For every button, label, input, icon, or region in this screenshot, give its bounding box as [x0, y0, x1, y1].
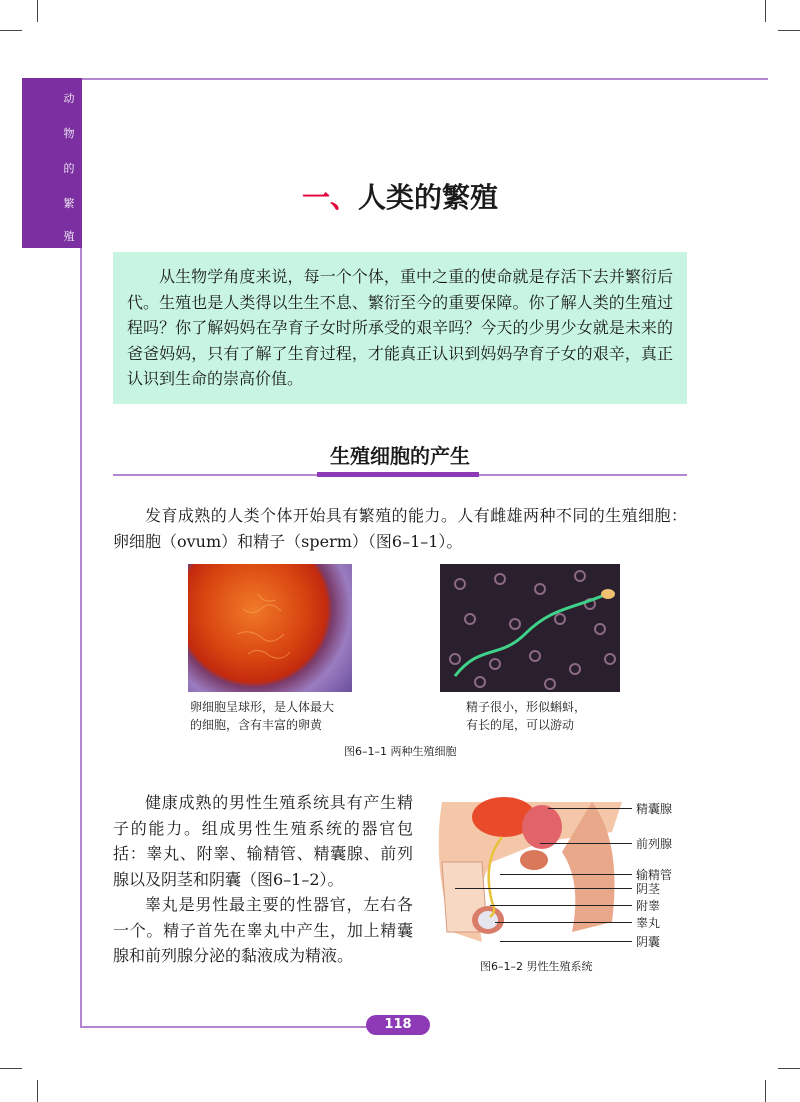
label-line	[455, 888, 632, 889]
crop-mark	[37, 1080, 38, 1102]
sperm-caption-line-2: 有长的尾，可以游动	[466, 718, 575, 732]
label-vas-deferens: 输精管	[636, 868, 673, 882]
section-rule-accent	[317, 472, 479, 477]
crop-mark	[765, 1080, 766, 1102]
side-tab-char: 的	[63, 162, 75, 175]
top-rule	[82, 78, 768, 80]
egg-caption-line-1: 卵细胞呈球形，是人体最大	[190, 700, 335, 714]
side-tab-char: 动	[63, 92, 75, 105]
chapter-side-tab	[22, 78, 82, 248]
label-testis: 睾丸	[636, 916, 661, 930]
crop-mark	[0, 30, 22, 31]
paragraph-1: 发育成熟的人类个体开始具有繁殖的能力。人有雌雄两种不同的生殖细胞：卵细胞（ovum）和精子（sperm）（图6–1–1）。	[113, 506, 687, 551]
egg-caption-line-2: 的细胞，含有丰富的卵黄	[190, 718, 323, 732]
left-rule	[80, 248, 82, 1028]
sperm-caption-line-1: 精子很小，形似蝌蚪，	[466, 700, 587, 714]
sperm-cell-image	[440, 564, 620, 692]
chapter-number: 一、	[301, 181, 358, 214]
crop-mark	[778, 1068, 800, 1069]
label-epididymis: 附睾	[636, 899, 661, 913]
crop-mark	[778, 30, 800, 31]
chapter-title	[0, 176, 800, 216]
figure-2-caption: 图6–1–2 男性生殖系统	[480, 960, 593, 973]
label-penis: 阴茎	[636, 882, 661, 896]
label-line	[540, 843, 632, 844]
crop-mark	[0, 1068, 22, 1069]
side-tab-char: 物	[63, 127, 75, 140]
label-line	[500, 874, 632, 875]
paragraph-3: 睾丸是男性最主要的性器官，左右各一个。精子首先在睾丸中产生，加上精囊腺和前列腺分泌的黏液成为精液。	[113, 895, 413, 965]
label-line	[548, 808, 632, 809]
page-number: 118	[366, 1015, 430, 1035]
label-prostate: 前列腺	[636, 837, 673, 851]
crop-mark	[37, 0, 38, 22]
sperm-cell-photo	[440, 564, 620, 692]
section-title: 生殖细胞的产生	[330, 444, 470, 468]
crop-mark	[765, 0, 766, 22]
bottom-rule	[80, 1026, 370, 1028]
egg-cell-photo	[188, 564, 352, 692]
label-seminal-vesicle: 精囊腺	[636, 802, 673, 816]
side-tab-char: 殖	[63, 230, 75, 243]
figure-1-caption: 图6–1–1 两种生殖细胞	[344, 745, 457, 758]
label-scrotum: 阴囊	[636, 935, 661, 949]
label-line	[500, 941, 632, 942]
intro-box: 从生物学角度来说，每一个个体，重中之重的使命就是存活下去并繁衍后代。生殖也是人类得以生生不息、繁衍至今的重要保障。你了解人类的生殖过程吗？你了解妈妈在孕育子女时所承受的艰辛吗？今天的少男少女就是未来的爸爸妈妈，只有了解了生育过程，才能真正认识到妈妈孕育子女的艰辛，真正认识到生命的崇高价值。	[113, 252, 687, 404]
egg-cell-texture	[188, 564, 352, 692]
side-tab-char: 繁	[63, 197, 75, 210]
paragraph-2: 健康成熟的男性生殖系统具有产生精子的能力。组成男性生殖系统的器官包括：睾丸、附睾、输精管、精囊腺、前列腺以及阴茎和阴囊（图6–1–2）。	[113, 793, 413, 889]
chapter-title-text: 人类的繁殖	[358, 181, 499, 214]
label-line	[490, 905, 632, 906]
label-line	[495, 922, 632, 923]
